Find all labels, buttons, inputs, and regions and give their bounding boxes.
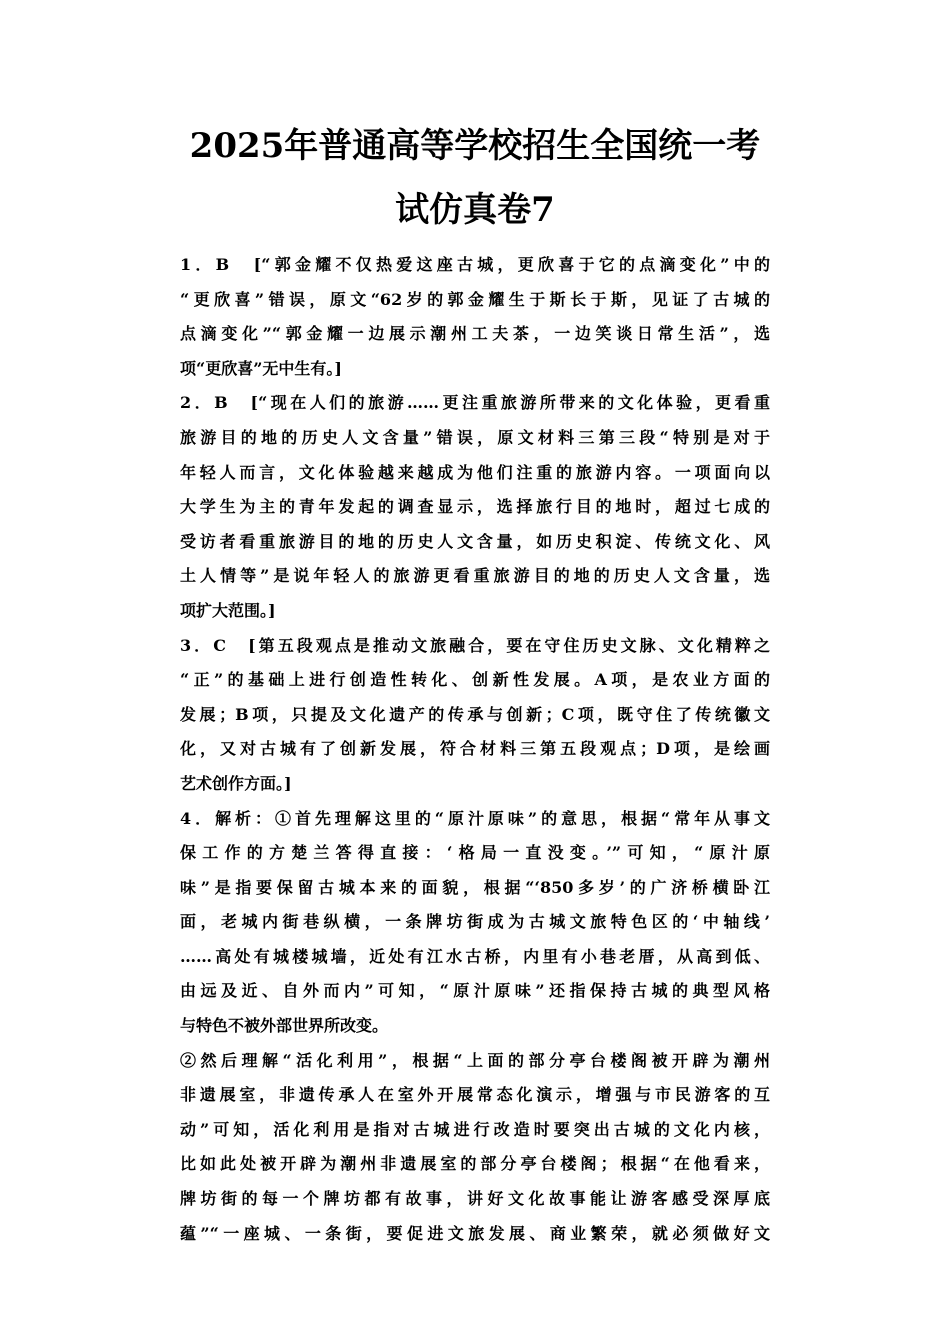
text-line: 保工作的方楚兰答得直接：‘格局一直没变。’”可知，“原汁原 xyxy=(180,843,770,863)
text-line: ……高处有城楼城墙，近处有江水古桥，内里有小巷老厝，从高到低、 xyxy=(180,946,770,966)
text-line: ②然后理解“活化利用”，根据“上面的部分亭台楼阁被开辟为潮州 xyxy=(180,1050,770,1070)
text-line: 旅游目的地的历史人文含量”错误，原文材料三第三段“特别是对于 xyxy=(180,427,770,447)
text-line: 3．C [第五段观点是推动文旅融合，要在守住历史文脉、文化精粹之 xyxy=(180,635,770,655)
text-line: 点滴变化”“郭金耀一边展示潮州工夫茶，一边笑谈日常生活”，选 xyxy=(180,324,770,344)
text-line: 非遗展室，非遗传承人在室外开展常态化演示，增强与市民游客的互 xyxy=(180,1085,770,1105)
text-line: “正”的基础上进行创造性转化、创新性发展。A项，是农业方面的 xyxy=(180,670,770,690)
document-title-line-2: 试仿真卷7 xyxy=(395,190,555,230)
text-line: 比如此处被开辟为潮州非遗展室的部分亭台楼阁；根据“在他看来， xyxy=(180,1154,770,1174)
text-line: 味”是指要保留古城本来的面貌，根据“‘850多岁’的广济桥横卧江 xyxy=(180,877,770,897)
text-line: 受访者看重旅游目的地的历史人文含量，如历史积淀、传统文化、风 xyxy=(180,531,770,551)
document-title-line-1: 2025年普通高等学校招生全国统一考 xyxy=(189,126,761,166)
answer-text-block xyxy=(180,248,770,1251)
text-line: 项“更欣喜”无中生有。] xyxy=(180,358,342,378)
text-line: 化，又对古城有了创新发展，符合材料三第五段观点；D项，是绘画 xyxy=(180,739,770,759)
text-line: 艺术创作方面。] xyxy=(180,773,292,793)
text-line: 4．解析：①首先理解这里的“原汁原味”的意思，根据“常年从事文 xyxy=(180,808,770,828)
text-line: 土人情等”是说年轻人的旅游更看重旅游目的地的历史人文含量，选 xyxy=(180,566,770,586)
text-line: 动”可知，活化利用是指对古城进行改造时要突出古城的文化内核， xyxy=(180,1119,770,1139)
text-line: 项扩大范围。] xyxy=(180,600,276,620)
text-line: “更欣喜”错误，原文“62岁的郭金耀生于斯长于斯，见证了古城的 xyxy=(180,289,770,309)
text-line: 年轻人而言，文化体验越来越成为他们注重的旅游内容。一项面向以 xyxy=(180,462,770,482)
text-line: 面，老城内街巷纵横，一条牌坊街成为古城文旅特色区的‘中轴线’ xyxy=(180,912,770,932)
text-line: 1．B [“郭金耀不仅热爱这座古城，更欣喜于它的点滴变化”中的 xyxy=(180,255,770,274)
text-line: 牌坊街的每一个牌坊都有故事，讲好文化故事能让游客感受深厚底 xyxy=(180,1189,770,1209)
text-line: 发展；B项，只提及文化遗产的传承与创新；C项，既守住了传统徽文 xyxy=(180,704,770,724)
text-line: 与特色不被外部世界所改变。 xyxy=(180,1016,389,1036)
text-line: 大学生为主的青年发起的调查显示，选择旅行目的地时，超过七成的 xyxy=(180,497,770,517)
text-line: 2．B [“现在人们的旅游……更注重旅游所带来的文化体验，更看重 xyxy=(180,393,770,413)
text-line: 蕴”“一座城、一条街，要促进文旅发展、商业繁荣，就必须做好文 xyxy=(180,1223,770,1243)
text-line: 由远及近、自外而内”可知，“原汁原味”还指保持古城的典型风格 xyxy=(180,981,770,1001)
